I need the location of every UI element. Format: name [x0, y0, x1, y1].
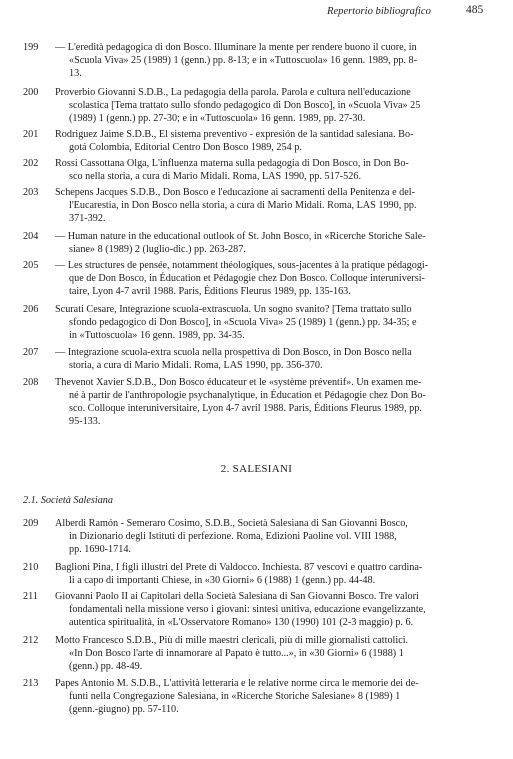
entry-line: funti nella Congregazione Salesiana, in «Ricerche Storiche Salesiane» 8 (1989) 1	[69, 691, 401, 702]
entry-line: — Les structures de pensée, notamment théologiques, sous-jacentes à la pratique pédagogi-	[55, 260, 429, 271]
entry-line: autentica spiritualità, in «L'Osservatore Romano» 130 (1990) 101 (2-3 maggio) p. 6.	[69, 617, 414, 628]
entry-line: — Human nature in the educational outlook of St. John Bosco, in «Ricerche Storiche Sale-	[55, 231, 426, 242]
page-header	[0, 2, 513, 18]
entry-line: (genn.-giugno) pp. 57-110.	[69, 704, 179, 715]
entry-line: li a capo di importanti Chiese, in «30 Giorni» 6 (1988) 1 (genn.) pp. 44-48.	[69, 575, 376, 586]
entry-line: Baglioni Pina, I figli illustri del Prete di Valdocco. Inchiesta. 87 vescovi e quattro cardina-	[55, 562, 423, 573]
entry-line: storia, a cura di Mario Midali. Roma, LAS 1990, pp. 356-370.	[69, 360, 323, 371]
entry-number: 203	[23, 187, 39, 198]
entry-text	[55, 517, 487, 556]
entry-text	[55, 128, 487, 154]
entry-line: «Scuola Viva» 25 (1989) 1 (genn.) pp. 8-13; e in «Tuttoscuola» 16 genn. 1989, pp. 8-	[69, 55, 417, 66]
entry-line: scolastica [Tema trattato sullo sfondo pedagogico di Don Bosco], in «Scuola Viva» 25	[69, 100, 421, 111]
entry-number: 206	[23, 304, 39, 315]
entry-line: Proverbio Giovanni S.D.B., La pedagogia della parola. Parola e cultura nell'educazione	[55, 87, 411, 98]
entry-number: 202	[23, 158, 39, 169]
entry-number: 210	[23, 562, 39, 573]
entry-number: 213	[23, 678, 39, 689]
entry-number: 209	[23, 518, 39, 529]
entry-line: 95-133.	[69, 416, 101, 427]
entry-number: 204	[23, 231, 39, 242]
entry-line: Rodriguez Jaime S.D.B., El sistema preventivo - expresión de la santidad salesiana. Bo-	[55, 129, 414, 140]
page-number: 485	[466, 4, 484, 16]
entry-number: 201	[23, 129, 39, 140]
entry-number: 199	[23, 42, 39, 53]
entry-line: Schepens Jacques S.D.B., Don Bosco e l'educazione ai sacramenti della Penitenza e del-	[55, 187, 415, 198]
entry-line: 13.	[69, 68, 82, 79]
entry-text	[55, 634, 487, 673]
section-title: 2. SALESIANI	[220, 463, 293, 475]
entry-text	[55, 86, 487, 125]
subsection-title: 2.1. Società Salesiana	[23, 495, 113, 506]
entry-line: in «Tuttoscuola» 16 genn. 1989, pp. 34-35.	[69, 330, 245, 341]
entry-line: sco. Colloque interuniversitaire, Lyon 4-7 avril 1988. Paris, Éditions Fleurus 1989, pp.	[69, 403, 422, 414]
entry-line: — Integrazione scuola-extra scuola nella prospettiva di Don Bosco, in Don Bosco nella	[55, 347, 412, 358]
entry-number: 205	[23, 260, 39, 271]
entry-number: 208	[23, 377, 39, 388]
entry-text	[55, 590, 487, 629]
entry-text	[55, 346, 487, 372]
entry-text	[55, 157, 487, 183]
entry-line: pp. 1690-1714.	[69, 544, 131, 555]
entry-line: — L'eredità pedagogica di don Bosco. Illuminare la mente per rendere buono il cuore, in	[55, 42, 417, 53]
entry-line: 371-392.	[69, 213, 106, 224]
entry-line: sfondo pedagogico di Don Bosco], in «Scuola Viva» 25 (1989) 1 (genn.) pp. 34-35; e	[69, 317, 417, 328]
running-title: Repertorio bibliografico	[327, 6, 431, 17]
entry-line: Thevenot Xavier S.D.B., Don Bosco éducateur et le «système préventif». Un examen me-	[55, 377, 422, 388]
entry-line: sco nella storia, a cura di Mario Midali. Roma, LAS 1990, pp. 517-526.	[69, 171, 361, 182]
entry-text	[55, 230, 487, 256]
entry-line: Rossi Cassottana Olga, L'influenza materna sulla pedagogia di Don Bosco, in Don Bo-	[55, 158, 409, 169]
entry-line: fondamentali nella missione verso i giovani: sintesi unitiva, educazione evangelizzante,	[69, 604, 426, 615]
entry-line: que de Don Bosco, in Éducation et Pédagogie chez Don Bosco. Colloque interuniversi-	[69, 273, 425, 284]
entry-line: «In Don Bosco l'arte di innamorare al Papato è tutto...», in «30 Giorni» 6 (1988) 1	[69, 648, 404, 659]
entry-line: Papes Antonio M. S.D.B., L'attività letteraria e le relative norme circa le memorie dei de-	[55, 678, 419, 689]
entry-line: (genn.) pp. 48-49.	[69, 661, 143, 672]
entry-line: Scurati Cesare, Integrazione scuola-extrascuola. Un sogno svanito? [Tema trattato sullo	[55, 304, 412, 315]
entry-text	[55, 259, 487, 298]
entry-number: 212	[23, 635, 39, 646]
entry-line: Giovanni Paolo II ai Capitolari della Società Salesiana di San Giovanni Bosco. Tre valori	[55, 591, 419, 602]
entry-number: 207	[23, 347, 39, 358]
entry-line: (1989) 1 (genn.) pp. 27-30; e in «Tuttoscuola» 16 genn. 1989, pp. 27-30.	[69, 113, 366, 124]
entry-text	[55, 186, 487, 225]
entry-line: l'Eucarestia, in Don Bosco nella storia, a cura di Mario Midali. Roma, LAS 1990, pp.	[69, 200, 417, 211]
entry-line: taire, Lyon 4-7 avril 1988. Paris, Éditions Fleurus 1989, pp. 135-163.	[69, 286, 351, 297]
entry-number: 200	[23, 87, 39, 98]
entry-number: 211	[23, 591, 38, 602]
entry-line: né à partir de l'anthropologie psychanalytique, in Éducation et Pédagogie chez Don Bo-	[69, 390, 426, 401]
entry-text	[55, 303, 487, 342]
entry-line: in Dizionario degli Istituti di perfezione. Roma, Edizioni Paoline vol. VIII 1988,	[69, 531, 397, 542]
entry-line: siane» 8 (1989) 2 (luglio-dic.) pp. 263-287.	[69, 244, 246, 255]
entry-text	[55, 41, 487, 80]
entry-line: gotá Colombia, Editorial Centro Don Bosco 1989, 254 p.	[69, 142, 302, 153]
entry-text	[55, 561, 487, 587]
entry-line: Alberdi Ramón - Semeraro Cosimo, S.D.B., Società Salesiana di San Giovanni Bosco,	[55, 518, 408, 529]
entry-text	[55, 677, 487, 716]
entry-line: Motto Francesco S.D.B., Più di mille maestri clericali, più di mille giornalisti cattolici.	[55, 635, 409, 646]
entry-text	[55, 376, 487, 428]
